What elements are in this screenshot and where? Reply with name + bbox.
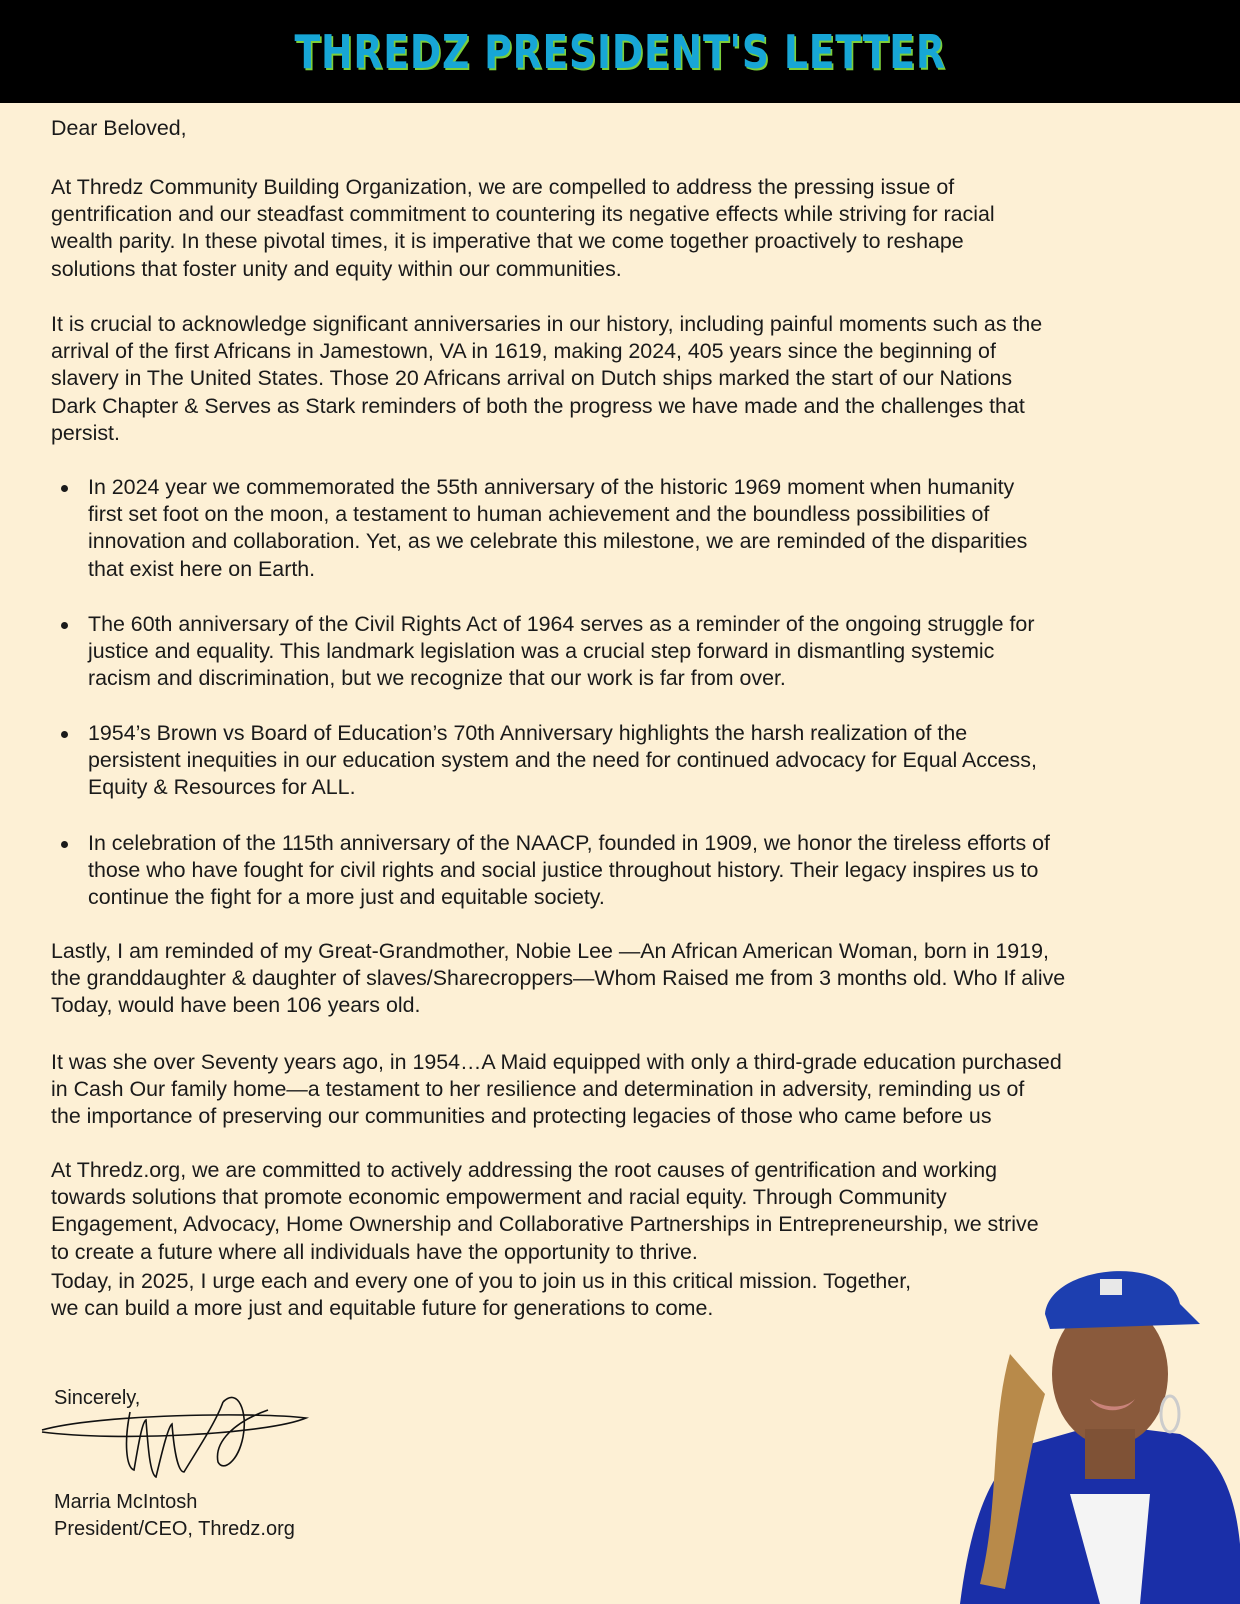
text-line: gentrification and our steadfast commitment to countering its negative effects while striving for racial xyxy=(51,202,995,227)
text-line: Today, would have been 106 years old. xyxy=(51,993,421,1018)
text-line: Equity & Resources for ALL. xyxy=(88,775,356,800)
text-line: justice and equality. This landmark legislation was a crucial step forward in dismantling systemic xyxy=(88,639,995,664)
header-banner xyxy=(0,0,1240,103)
paragraph-1 xyxy=(51,174,995,283)
text-line: the granddaughter & daughter of slaves/Sharecroppers—Whom Raised me from 3 months old. Who If alive xyxy=(51,966,1066,991)
text-line: first set foot on the moon, a testament to human achievement and the boundless possibilities of xyxy=(88,502,990,527)
text-line: The 60th anniversary of the Civil Rights Act of 1964 serves as a reminder of the ongoing struggle for xyxy=(88,612,1035,636)
text-line: wealth parity. In these pivotal times, it is imperative that we come together proactively to reshape xyxy=(51,229,964,254)
page-title: THREDZ PRESIDENT'S LETTER xyxy=(294,24,946,79)
paragraph-5 xyxy=(51,1157,1039,1266)
paragraph-2 xyxy=(51,311,1042,447)
text-line: continue the fight for a more just and equitable society. xyxy=(88,885,605,910)
text-line: In 2024 year we commemorated the 55th anniversary of the historic 1969 moment when humanity xyxy=(88,475,1015,499)
closing: Sincerely, xyxy=(54,1387,141,1409)
salutation: Dear Beloved, xyxy=(51,116,187,140)
text-line: Today, in 2025, I urge each and every one of you to join us in this critical mission. Together, xyxy=(51,1269,912,1293)
text-line: Dark Chapter & Serves as Stark reminders of both the progress we have made and the challenges that xyxy=(51,393,1025,418)
bullet-icon xyxy=(61,485,68,492)
text-line: It is crucial to acknowledge significant anniversaries in our history, including painful moments such as the xyxy=(51,312,1043,336)
paragraph-6 xyxy=(51,1268,911,1322)
text-line: In celebration of the 115th anniversary of the NAACP, founded in 1909, we honor the tireless efforts of xyxy=(88,831,1050,855)
text-line: 1954’s Brown vs Board of Education’s 70th Anniversary highlights the harsh realization of the xyxy=(88,721,968,745)
paragraph-3 xyxy=(51,938,1065,1020)
bullet-item xyxy=(88,830,1050,912)
bullet-icon xyxy=(61,622,68,629)
bullet-icon xyxy=(61,841,68,848)
text-line: towards solutions that promote economic empowerment and racial equity. Through Community xyxy=(51,1185,947,1210)
text-line: At Thredz.org, we are committed to actively addressing the root causes of gentrification and working xyxy=(51,1158,998,1182)
text-line: arrival of the first Africans in Jamestown, VA in 1619, making 2024, 405 years since the beginning of xyxy=(51,339,996,364)
bullet-item xyxy=(88,720,1037,802)
text-line: in Cash Our family home—a testament to her resilience and determination in adversity, reminding us of xyxy=(51,1077,1025,1102)
text-line: the importance of preserving our communities and protecting legacies of those who came before us xyxy=(51,1104,992,1129)
text-line: Engagement, Advocacy, Home Ownership and Collaborative Partnerships in Entrepreneurship, we strive xyxy=(51,1212,1039,1237)
text-line: we can build a more just and equitable future for generations to come. xyxy=(51,1296,714,1321)
text-line: persist. xyxy=(51,420,120,445)
president-photo xyxy=(950,1244,1240,1604)
text-line: At Thredz Community Building Organization, we are compelled to address the pressing issue of xyxy=(51,175,955,199)
bullet-item xyxy=(88,474,1027,583)
text-line: racism and discrimination, but we recognize that our work is far from over. xyxy=(88,666,786,691)
text-line: persistent inequities in our education system and the need for continued advocacy for Equal Access, xyxy=(88,748,1037,773)
paragraph-4 xyxy=(51,1049,1062,1131)
text-line: innovation and collaboration. Yet, as we celebrate this milestone, we are reminded of the disparities xyxy=(88,529,1028,554)
text-line: Lastly, I am reminded of my Great-Grandmother, Nobie Lee —An African American Woman, born in 1919, xyxy=(51,939,1049,963)
bullet-item xyxy=(88,611,1034,693)
text-line: those who have fought for civil rights and social justice throughout history. Their legacy inspires us to xyxy=(88,858,1039,883)
text-line: slavery in The United States. Those 20 Africans arrival on Dutch ships marked the start of our Nations xyxy=(51,366,1013,391)
bullet-icon xyxy=(61,731,68,738)
text-line: It was she over Seventy years ago, in 1954…A Maid equipped with only a third-grade education purchased xyxy=(51,1050,1062,1074)
signer-name: Marria McIntosh xyxy=(54,1491,198,1513)
text-line: that exist here on Earth. xyxy=(88,556,316,581)
signer-title: President/CEO, Thredz.org xyxy=(54,1518,295,1540)
text-line: solutions that foster unity and equity within our communities. xyxy=(51,256,622,281)
text-line: to create a future where all individuals have the opportunity to thrive. xyxy=(51,1239,698,1264)
